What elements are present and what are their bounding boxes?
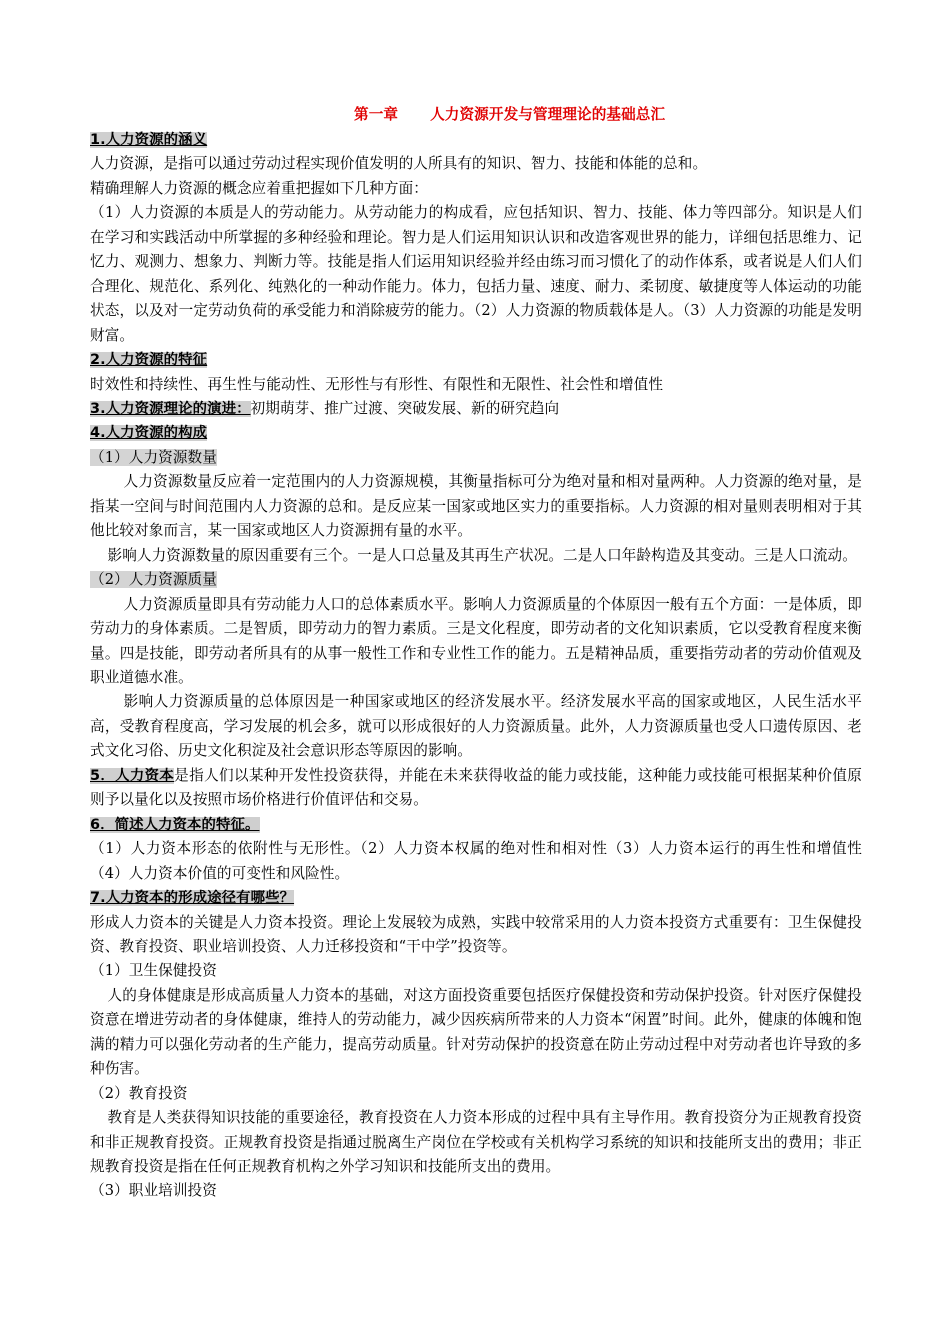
s4-paragraph-3: 人力资源质量即具有劳动能力人口的总体素质水平。影响人力资源质量的个体原因一般有五个方面：一是体质，即劳动力的身体素质。二是智质，即劳动力的智力素质。三是文化程度，即劳动者的文化知识素质，它以受教育程度来衡量。四是技能，即劳动者所具有的从事一般性工作和专业性工作的能力。五是精神品质，重要指劳动者的劳动价值观及职业道德水准。 (90, 595, 862, 686)
s4-paragraph-4: 影响人力资源质量的总体原因是一种国家或地区的经济发展水平。经济发展水平高的国家或地区，人民生活水平高，受教育程度高，学习发展的机会多，就可以形成很好的人力资源质量。此外，人力资源质量也受人口遗传原因、老式文化习俗、历史文化积淀及社会意识形态等原因的影响。 (90, 693, 862, 760)
section-7-heading: 7.人力资本的形成途径有哪些？ (90, 890, 295, 907)
s7-subheading-1: （1）卫生保健投资 (90, 962, 217, 980)
s3-text: 初期萌芽、推广过渡、突破发展、新的研究趋向 (250, 399, 560, 417)
s7-subheading-2: （2）教育投资 (90, 1084, 188, 1102)
s4-subheading-1: （1）人力资源数量 (90, 448, 217, 466)
chapter-title (90, 102, 862, 128)
s6-paragraph-1: （1）人力资本形态的依附性与无形性。（2）人力资本权属的绝对性和相对性（3）人力资本运行的再生性和增值性（4）人力资本价值的可变性和风险性。 (90, 840, 862, 882)
s7-paragraph-2: 人的身体健康是形成高质量人力资本的基础，对这方面投资重要包括医疗保健投资和劳动保护投资。针对医疗保健投资意在增进劳动者的身体健康，维持人的劳动能力，减少因疾病所带来的人力资本“闲置”时间。此外，健康的体魄和饱满的精力可以强化劳动者的生产能力，提高劳动质量。针对劳动保护的投资意在防止劳动过程中对劳动者也许导致的多种伤害。 (90, 986, 862, 1078)
s7-subheading-3: （3）职业培训投资 (90, 1182, 217, 1200)
section-3-heading: 3.人力资源理论的演进： (90, 400, 251, 417)
s4-paragraph-1: 人力资源数量反应着一定范围内的人力资源规模，其衡量指标可分为绝对量和相对量两种。人力资源的绝对量，是指某一空间与时间范围内人力资源的总和。是反应某一国家或地区实力的重要指标。人力资源的相对量则表明相对于其他比较对象而言，某一国家或地区人力资源拥有量的水平。 (90, 473, 862, 540)
document-body (90, 102, 862, 1204)
section-2-heading: 2.人力资源的特征 (90, 352, 208, 369)
section-4-heading: 4.人力资源的构成 (90, 425, 208, 442)
s1-paragraph-1: 人力资源，是指可以通过劳动过程实现价值发明的人所具有的知识、智力、技能和体能的总和。 (90, 155, 708, 173)
section-5-heading: 5．人力资本 (90, 767, 175, 784)
section-6-heading: 6．简述人力资本的特征。 (90, 816, 260, 833)
chapter-name: 人力资源开发与管理理论的基础总汇 (430, 106, 666, 123)
s1-paragraph-2: 精确理解人力资源的概念应着重把握如下几种方面： (90, 179, 428, 197)
s2-paragraph-1: 时效性和持续性、再生性与能动性、无形性与有形性、有限性和无限性、社会性和增值性 (90, 375, 664, 393)
s4-paragraph-2: 影响人力资源数量的原因重要有三个。一是人口总量及其再生产状况。二是人口年龄构造及其变动。三是人口流动。 (107, 546, 857, 564)
s1-paragraph-3: （1）人力资源的本质是人的劳动能力。从劳动能力的构成看，应包括知识、智力、技能、体力等四部分。知识是人们在学习和实践活动中所掌握的多种经验和理论。智力是人们运用知识认识和改造客观世界的能力，详细包括思维力、记忆力、观测力、想象力、判断力等。技能是指人们运用知识经验并经由练习而习惯化了的动作体系，或者说是人们人们合理化、规范化、系列化、纯熟化的一种动作能力。体力，包括力量、速度、耐力、柔韧度、敏捷度等人体运动的功能状态，以及对一定劳动负荷的承受能力和消除疲劳的能力。（2）人力资源的物质载体是人。（3）人力资源的功能是发明财富。 (90, 204, 862, 344)
s4-subheading-2: （2）人力资源质量 (90, 571, 217, 589)
s7-paragraph-3: 教育是人类获得知识技能的重要途径，教育投资在人力资本形成的过程中具有主导作用。教育投资分为正规教育投资和非正规教育投资。正规教育投资是指通过脱离生产岗位在学校或有关机构学习系统的知识和技能所支出的费用；非正规教育投资是指在任何正规教育机构之外学习知识和技能所支出的费用。 (90, 1109, 862, 1176)
section-1-heading: 1.人力资源的涵义 (90, 132, 208, 148)
s7-paragraph-1: 形成人力资本的关键是人力资本投资。理论上发展较为成熟，实践中较常采用的人力资本投资方式重要有：卫生保健投资、教育投资、职业培训投资、人力迁移投资和“干中学”投资等。 (90, 913, 862, 955)
chapter-number: 第一章 (354, 106, 399, 123)
s5-text: 是指人们以某种开发性投资获得，并能在未来获得收益的能力或技能，这种能力或技能可根据某种价值原则予以量化以及按照市场价格进行价值评估和交易。 (90, 766, 862, 809)
